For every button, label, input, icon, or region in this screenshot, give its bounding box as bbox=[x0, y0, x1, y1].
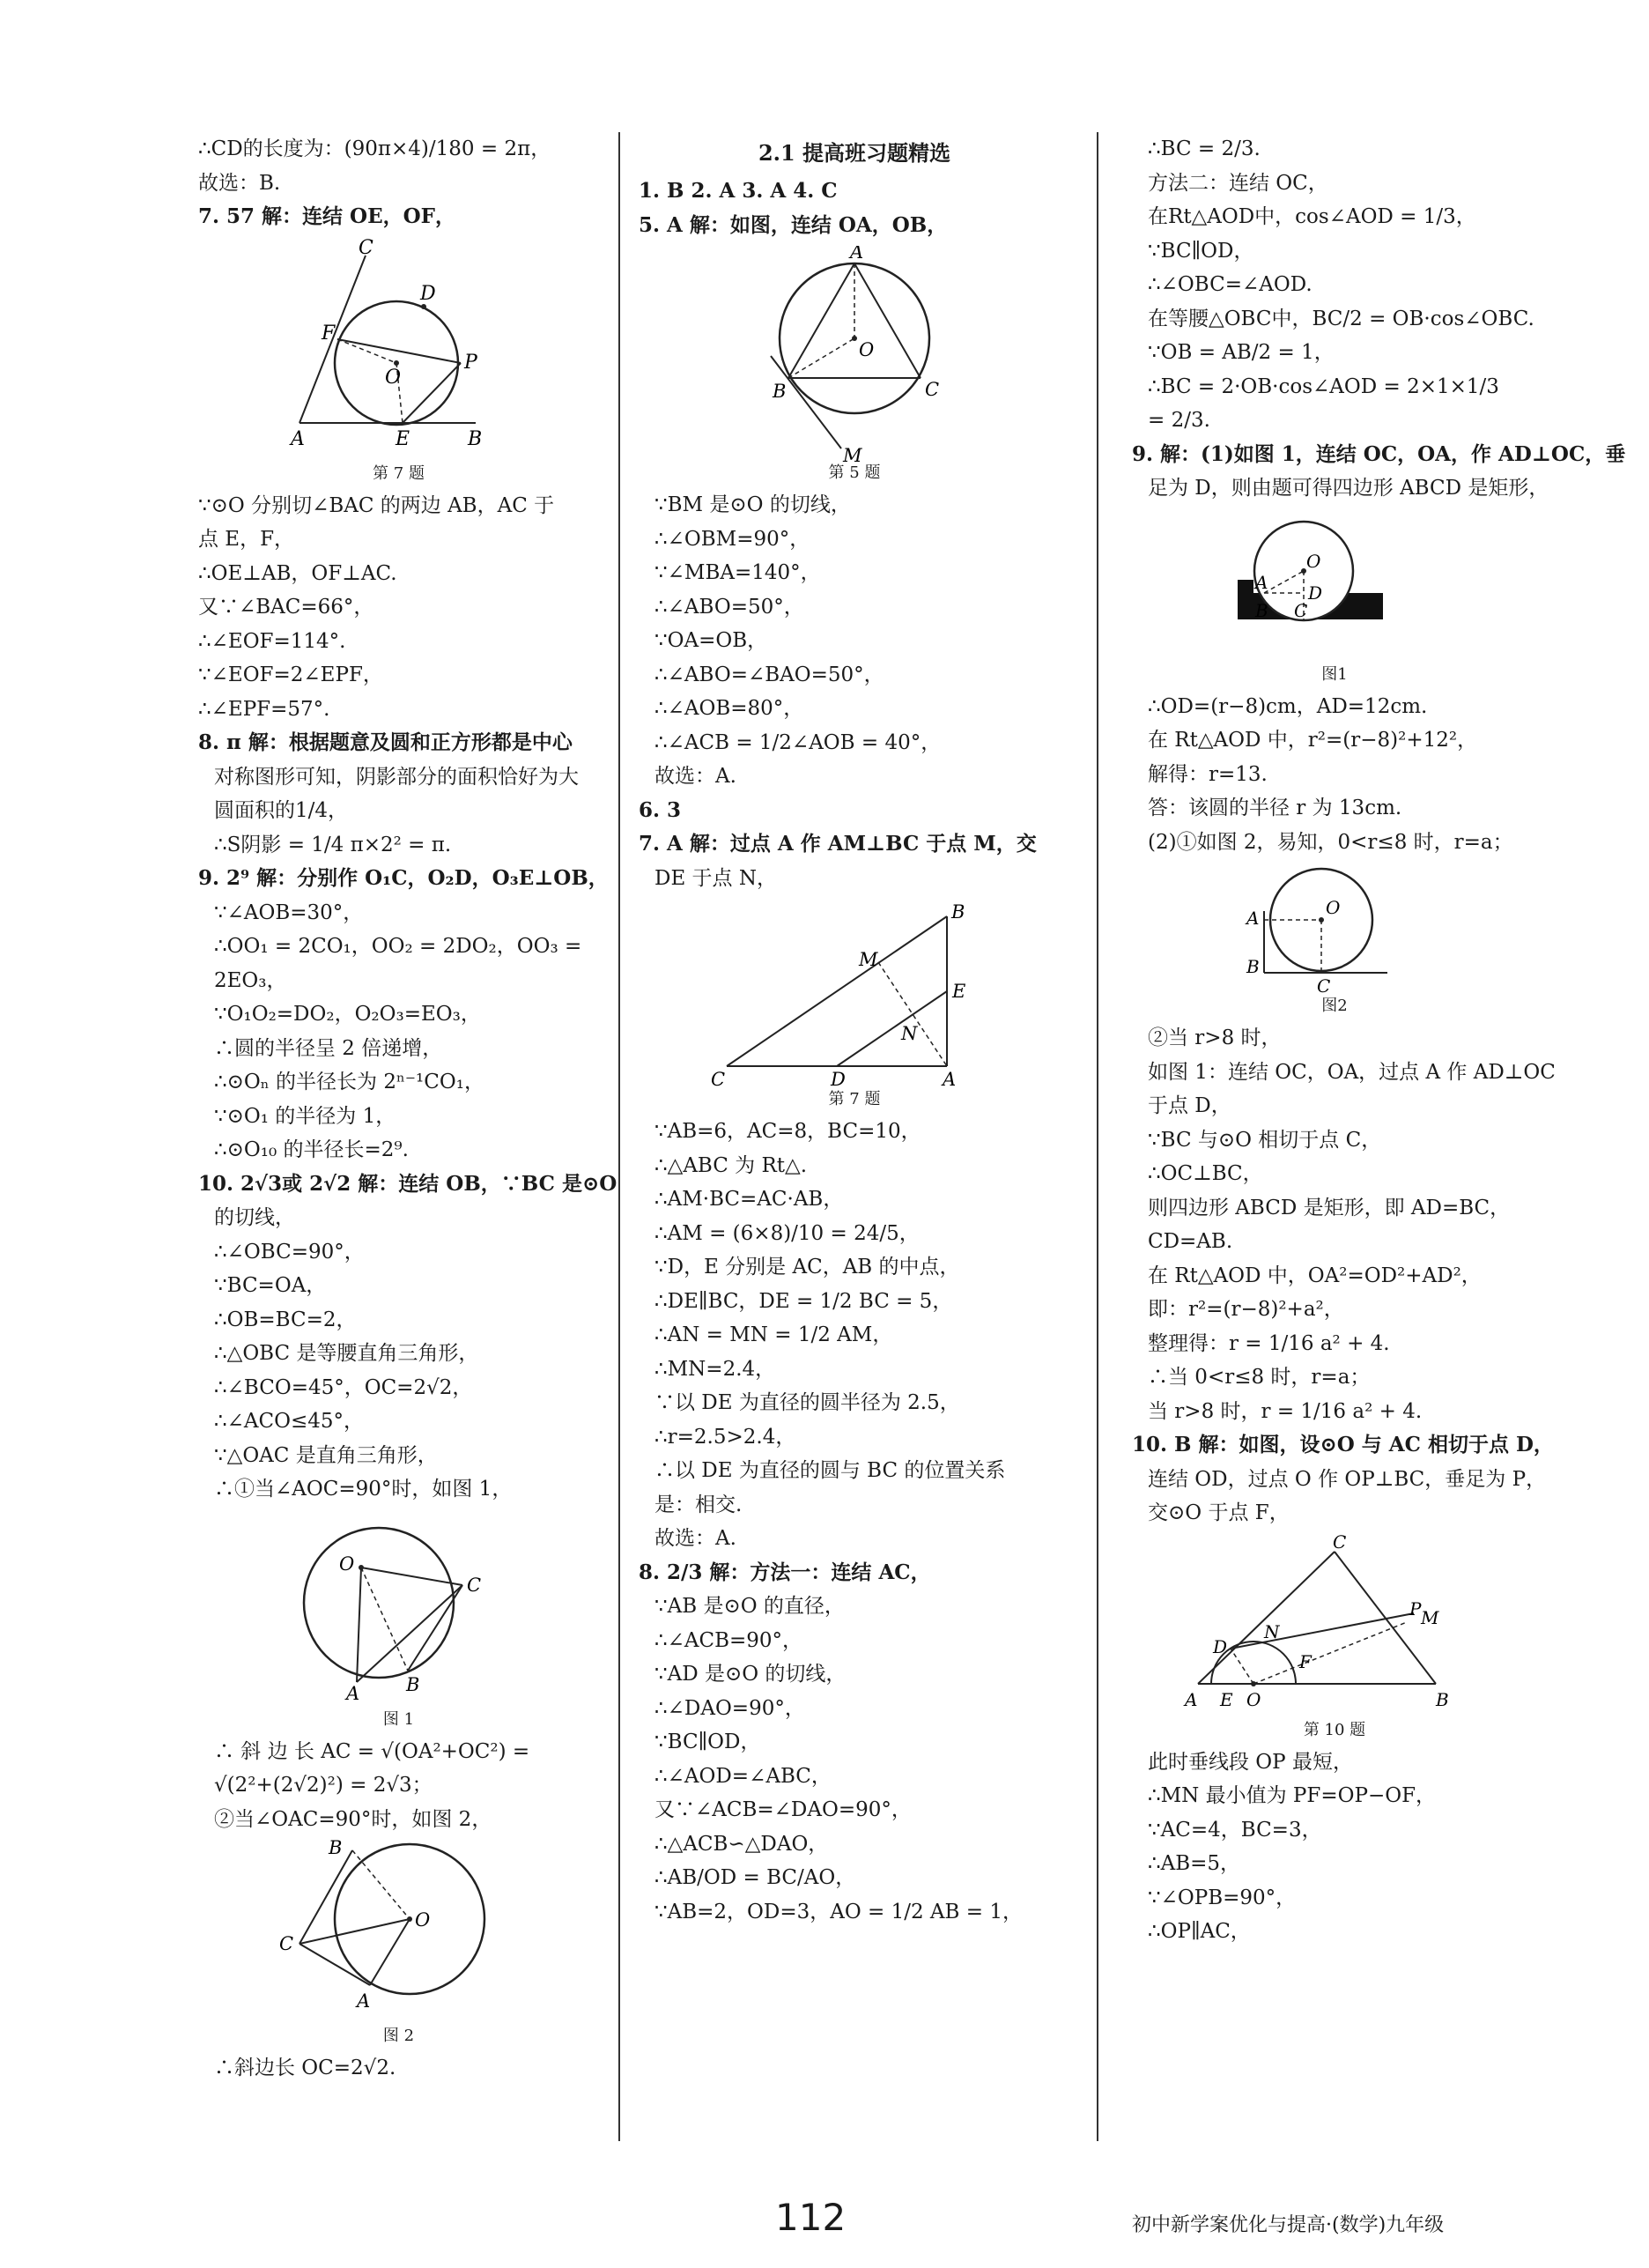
text-line: DE 于点 N， bbox=[654, 866, 777, 890]
text-line: ∴AM = (6×8)/10 = 24/5， bbox=[654, 1221, 920, 1245]
question-7: 7. 57 解：连结 OE，OF， bbox=[198, 204, 455, 228]
text-line: ∵BM 是⊙O 的切线， bbox=[654, 493, 851, 516]
text-line: ∵AD 是⊙O 的切线， bbox=[654, 1663, 847, 1686]
question-6: 6. 3 bbox=[639, 797, 682, 822]
text-line: ∴△ABC 为 Rt△. bbox=[654, 1153, 808, 1177]
figure-q9-fig2 bbox=[1132, 863, 1537, 1018]
text-line: 对称图形可知，阴影部分的面积恰好为大 bbox=[214, 765, 579, 789]
answers-1-4: 1. B 2. A 3. A 4. C bbox=[639, 179, 838, 203]
text-line: ∴AB=5， bbox=[1148, 1852, 1241, 1875]
text-line: ∴OE⊥AB，OF⊥AC. bbox=[198, 561, 397, 585]
text-line: 又∵∠BAC=66°， bbox=[198, 596, 374, 619]
text-line: ∴∠OBM=90°， bbox=[654, 527, 810, 551]
text-line: 故选：A. bbox=[654, 765, 736, 788]
text-line: 2EO₃， bbox=[214, 968, 287, 992]
text-line: = 2/3. bbox=[1148, 409, 1210, 432]
svg-text:D: D bbox=[420, 282, 436, 305]
svg-text:N: N bbox=[901, 1023, 918, 1044]
text-line: ∵以 DE 为直径的圆半径为 2.5， bbox=[654, 1391, 960, 1414]
figure-caption: 图 2 bbox=[382, 2027, 415, 2045]
text-line: ∴⊙Oₙ 的半径长为 2ⁿ⁻¹CO₁， bbox=[214, 1071, 484, 1093]
text-line: 当 r>8 时，r = 1/16 a² + 4. bbox=[1148, 1399, 1423, 1423]
text-line: ∵⊙O 分别切∠BAC 的两边 AB，AC 于 bbox=[198, 493, 555, 517]
text-line: 则四边形 ABCD 是矩形，即 AD=BC， bbox=[1148, 1196, 1511, 1219]
text-line: 在 Rt△AOD 中，OA²=OD²+AD²， bbox=[1148, 1264, 1482, 1287]
text-line: ∵⊙O₁ 的半径为 1， bbox=[214, 1104, 396, 1128]
text-line: 交⊙O 于点 F， bbox=[1148, 1501, 1290, 1524]
svg-text:B: B bbox=[1255, 599, 1268, 621]
svg-text:C: C bbox=[279, 1933, 294, 1954]
text-line: CD=AB. bbox=[1148, 1230, 1233, 1253]
question-10: 10. B 解：如图，设⊙O 与 AC 相切于点 D， bbox=[1132, 1433, 1554, 1456]
text-line: ∵AB=2，OD=3，AO = 1/2 AB = 1， bbox=[654, 1900, 1023, 1923]
svg-text:P: P bbox=[1409, 1597, 1422, 1619]
svg-text:A: A bbox=[1246, 908, 1260, 929]
figure-q10-fig1 bbox=[198, 1510, 599, 1731]
text-line: ∴BC = 2/3. bbox=[1148, 137, 1261, 160]
text-line: ∴斜边长 OC=2√2. bbox=[214, 2057, 396, 2079]
book-footer: 初中新学案优化与提高·(数学)九年级 bbox=[1132, 2214, 1445, 2236]
svg-text:B: B bbox=[773, 381, 787, 402]
text-line: ∵∠OPB=90°， bbox=[1148, 1886, 1297, 1909]
svg-text:E: E bbox=[952, 981, 966, 1002]
figure-caption: 第 10 题 bbox=[1303, 1720, 1366, 1739]
text-line: ∴圆的半径呈 2 倍递增， bbox=[214, 1036, 443, 1060]
section-heading: 2.1 提高班习题精选 bbox=[758, 140, 951, 166]
text-line: (2)①如图 2，易知，0<r≤8 时，r=a； bbox=[1148, 830, 1513, 854]
text-line: ∴⊙O₁₀ 的半径长=2⁹. bbox=[214, 1138, 409, 1161]
svg-text:F: F bbox=[1299, 1650, 1312, 1672]
text-line: ②当∠OAC=90°时，如图 2， bbox=[214, 1807, 492, 1831]
question-9: 9. 2⁹ 解：分别作 O₁C，O₂D，O₃E⊥OB， bbox=[198, 866, 609, 890]
svg-text:A: A bbox=[291, 427, 305, 450]
text-line: ∵BC=OA， bbox=[214, 1274, 327, 1297]
text-line: √(2²+(2√2)²) = 2√3； bbox=[214, 1774, 433, 1797]
question-5: 5. A 解：如图，连结 OA，OB， bbox=[639, 212, 948, 237]
text-line: ∴∠ABO=∠BAO=50°， bbox=[654, 663, 884, 686]
question-9: 9. 解：(1)如图 1，连结 OC，OA，作 AD⊥OC，垂 bbox=[1132, 441, 1626, 466]
text-line: ∴∠EPF=57°. bbox=[198, 697, 330, 721]
figure-caption: 第 7 题 bbox=[373, 463, 425, 483]
text-line: ∵O₁O₂=DO₂，O₂O₃=EO₃， bbox=[214, 1003, 481, 1026]
text-line: ∵∠MBA=140°， bbox=[654, 561, 821, 584]
svg-text:N: N bbox=[1264, 1620, 1280, 1642]
svg-text:P: P bbox=[464, 351, 477, 374]
svg-text:C: C bbox=[359, 237, 373, 259]
svg-text:O: O bbox=[859, 339, 875, 360]
text-line: ∴∠OBC=∠AOD. bbox=[1148, 273, 1313, 296]
figure-caption: 图2 bbox=[1321, 997, 1348, 1015]
figure-q9-fig1 bbox=[1132, 509, 1537, 686]
text-line: 即：r²=(r−8)²+a²， bbox=[1148, 1298, 1344, 1321]
text-line: ∴∠BCO=45°，OC=2√2， bbox=[214, 1375, 473, 1399]
svg-text:D: D bbox=[831, 1069, 846, 1088]
text-line: ∴∠ACO≤45°， bbox=[214, 1410, 365, 1433]
figure-caption: 第 5 题 bbox=[828, 463, 881, 482]
text-line: ∴MN 最小值为 PF=OP−OF， bbox=[1148, 1784, 1437, 1807]
figure-q7-triangle bbox=[639, 899, 1070, 1111]
text-line: ∵BC 与⊙O 相切于点 C， bbox=[1148, 1128, 1382, 1152]
svg-text:C: C bbox=[711, 1069, 726, 1088]
svg-text:B: B bbox=[406, 1673, 420, 1695]
text-line: 如图 1：连结 OC，OA，过点 A 作 AD⊥OC bbox=[1148, 1060, 1556, 1084]
svg-text:C: C bbox=[1317, 975, 1331, 995]
text-line: 故选：B. bbox=[198, 171, 281, 195]
text-line: ∴OO₁ = 2CO₁，OO₂ = 2DO₂，OO₃ = bbox=[214, 935, 582, 958]
text-line: ∵AB 是⊙O 的直径， bbox=[654, 1595, 845, 1618]
text-line: 在 Rt△AOD 中，r²=(r−8)²+12²， bbox=[1148, 729, 1478, 752]
text-line: ∵BC∥OD， bbox=[654, 1731, 761, 1753]
text-line: ∴OP∥AC， bbox=[1148, 1920, 1251, 1943]
svg-text:O: O bbox=[415, 1909, 431, 1931]
svg-text:E: E bbox=[1220, 1688, 1233, 1710]
text-line: 方法二：连结 OC， bbox=[1148, 171, 1328, 195]
question-10: 10. 2√3或 2√2 解：连结 OB，∵BC 是⊙O bbox=[198, 1171, 617, 1196]
svg-text:B: B bbox=[951, 901, 965, 923]
svg-text:O: O bbox=[1326, 897, 1341, 918]
svg-text:B: B bbox=[1436, 1688, 1449, 1710]
text-line: ∴AN = MN = 1/2 AM， bbox=[654, 1323, 893, 1346]
column-divider-2 bbox=[1097, 132, 1098, 2141]
text-line: ∴∠DAO=90°， bbox=[654, 1696, 805, 1720]
svg-text:C: C bbox=[1294, 599, 1308, 621]
text-line: 此时垂线段 OP 最短， bbox=[1148, 1750, 1353, 1774]
text-line: 解得：r=13. bbox=[1148, 762, 1268, 786]
svg-text:D: D bbox=[1213, 1635, 1228, 1657]
text-line: 是：相交. bbox=[654, 1493, 743, 1516]
text-line: ∴∠EOF=114°. bbox=[198, 629, 346, 653]
text-line: 故选：A. bbox=[654, 1527, 736, 1550]
text-line: ∴AM·BC=AC·AB， bbox=[654, 1188, 844, 1211]
svg-text:M: M bbox=[859, 949, 878, 970]
svg-text:A: A bbox=[1255, 571, 1268, 593]
text-line: ∴DE∥BC，DE = 1/2 BC = 5， bbox=[654, 1289, 953, 1313]
text-line: ∴以 DE 为直径的圆与 BC 的位置关系 bbox=[654, 1459, 1006, 1482]
text-line: ∵BC∥OD， bbox=[1148, 239, 1254, 263]
page-number: 112 bbox=[775, 2196, 847, 2239]
svg-text:B: B bbox=[1246, 956, 1260, 977]
svg-text:O: O bbox=[1246, 1688, 1261, 1710]
text-line: ∵AB=6，AC=8，BC=10， bbox=[654, 1120, 921, 1143]
text-line: 在Rt△AOD中，cos∠AOD = 1/3， bbox=[1148, 205, 1476, 228]
svg-text:E: E bbox=[396, 427, 410, 450]
text-line: ∴△OBC 是等腰直角三角形， bbox=[214, 1342, 479, 1365]
text-line: ②当 r>8 时， bbox=[1148, 1027, 1282, 1049]
text-line: ∴OB=BC=2， bbox=[214, 1308, 357, 1331]
text-line: ∴△ACB∽△DAO， bbox=[654, 1832, 829, 1856]
text-line: ∴r=2.5>2.4， bbox=[654, 1425, 796, 1449]
text-line: 圆面积的1/4， bbox=[214, 799, 349, 822]
text-line: 又∵∠ACB=∠DAO=90°， bbox=[654, 1798, 912, 1821]
text-line: 的切线， bbox=[214, 1206, 295, 1229]
text-line: 点 E，F， bbox=[198, 528, 295, 551]
figure-caption: 图 1 bbox=[382, 1709, 415, 1729]
svg-text:A: A bbox=[943, 1069, 957, 1088]
svg-text:B: B bbox=[468, 427, 483, 450]
text-line: ∵OB = AB/2 = 1， bbox=[1148, 341, 1335, 364]
figure-caption: 第 7 题 bbox=[828, 1090, 881, 1108]
svg-text:A: A bbox=[1185, 1688, 1198, 1710]
svg-text:O: O bbox=[339, 1553, 355, 1575]
text-line: ∵D，E 分别是 AC，AB 的中点， bbox=[654, 1256, 960, 1279]
svg-text:B: B bbox=[329, 1840, 343, 1858]
text-line: ∴∠OBC=90°， bbox=[214, 1240, 365, 1264]
text-line: ∴BC = 2·OB·cos∠AOD = 2×1×1/3 bbox=[1148, 374, 1499, 398]
text-line: ∴AB/OD = BC/AO， bbox=[654, 1866, 856, 1889]
text-line: ∴OD=(r−8)cm，AD=12cm. bbox=[1148, 694, 1428, 718]
text-line: ∴∠ABO=50°， bbox=[654, 595, 804, 619]
text-line: ∴OC⊥BC， bbox=[1148, 1162, 1263, 1185]
text-line: ∵△OAC 是直角三角形， bbox=[214, 1443, 438, 1467]
svg-text:A: A bbox=[850, 246, 864, 263]
svg-text:C: C bbox=[1333, 1533, 1347, 1553]
figure-caption: 图1 bbox=[1321, 664, 1348, 684]
svg-text:A: A bbox=[346, 1682, 360, 1704]
text-line: ∴∠AOB=80°， bbox=[654, 697, 804, 720]
figure-q7 bbox=[198, 238, 599, 485]
question-8: 8. π 解：根据题意及圆和正方形都是中心 bbox=[198, 730, 573, 754]
svg-text:D: D bbox=[1308, 582, 1323, 604]
text-line: ∵AC=4，BC=3， bbox=[1148, 1818, 1322, 1842]
column-divider-1 bbox=[618, 132, 620, 2141]
text-line: ∵∠EOF=2∠EPF， bbox=[198, 663, 383, 686]
text-line: ∴ 斜 边 长 AC = √(OA²+OC²) = bbox=[214, 1739, 530, 1763]
text-line: ∴MN=2.4， bbox=[654, 1357, 776, 1381]
column-3 bbox=[1132, 132, 1626, 1949]
text-line: 连结 OD，过点 O 作 OP⊥BC，垂足为 P， bbox=[1148, 1467, 1547, 1491]
question-7: 7. A 解：过点 A 作 AM⊥BC 于点 M，交 bbox=[639, 832, 1037, 856]
svg-text:M: M bbox=[843, 445, 862, 462]
svg-text:C: C bbox=[467, 1574, 482, 1596]
svg-text:C: C bbox=[925, 379, 940, 400]
text-line: ∴∠AOD=∠ABC， bbox=[654, 1764, 832, 1788]
question-8: 8. 2/3 解：方法一：连结 AC， bbox=[639, 1560, 931, 1584]
text-line: 于点 D， bbox=[1148, 1094, 1231, 1117]
svg-text:F: F bbox=[322, 322, 336, 345]
figure-q10 bbox=[1132, 1534, 1537, 1742]
figure-q5 bbox=[639, 246, 1070, 485]
text-line: 足为 D，则由题可得四边形 ABCD 是矩形， bbox=[1148, 477, 1549, 500]
text-line: 在等腰△OBC中，BC/2 = OB·cos∠OBC. bbox=[1148, 307, 1534, 330]
text-line: ∴S阴影 = 1/4 π×2² = π. bbox=[214, 833, 452, 856]
text-line: ∵OA=OB， bbox=[654, 629, 768, 652]
text-line: ∴∠ACB=90°， bbox=[654, 1628, 803, 1652]
text-line: ∴CD的长度为：(90π×4)/180 = 2π， bbox=[198, 137, 551, 160]
text-line: ∴当 0<r≤8 时，r=a； bbox=[1148, 1366, 1371, 1389]
svg-text:A: A bbox=[357, 1990, 371, 2012]
column-2 bbox=[639, 132, 1070, 1929]
text-line: 答：该圆的半径 r 为 13cm. bbox=[1148, 797, 1402, 819]
text-line: ∴①当∠AOC=90°时，如图 1， bbox=[214, 1478, 513, 1501]
column-1 bbox=[198, 132, 617, 2086]
text-line: ∵∠AOB=30°， bbox=[214, 901, 364, 924]
text-line: 整理得：r = 1/16 a² + 4. bbox=[1148, 1331, 1390, 1355]
text-line: ∴∠ACB = 1/2∠AOB = 40°， bbox=[654, 730, 942, 754]
svg-text:O: O bbox=[1306, 550, 1321, 572]
svg-text:O: O bbox=[385, 366, 402, 389]
figure-q10-fig2 bbox=[198, 1840, 599, 2048]
svg-text:M: M bbox=[1421, 1606, 1439, 1628]
